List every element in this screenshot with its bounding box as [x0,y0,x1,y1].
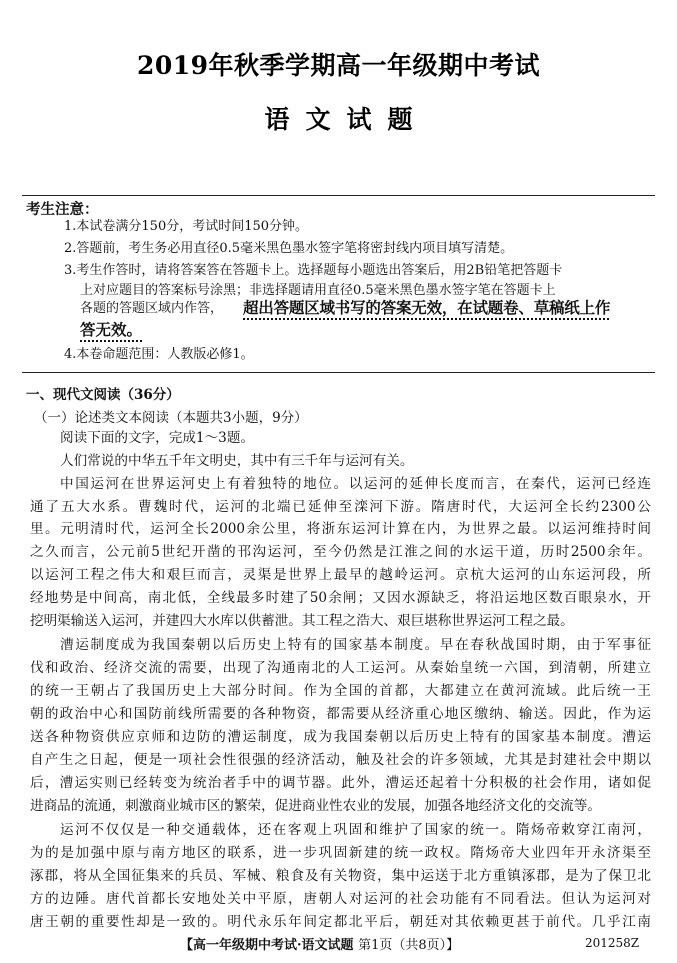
passage-line: 的统一王朝占了我国历史上大部分时间。作为全国的首都，大都建立在黄河流域。此后统一王 [30,683,651,699]
section-heading: 一、现代文阅读（36分） [26,387,180,403]
passage-line: 后，漕运实则已经转变为统治者手中的调节器。此外，漕运还起着十分积极的社会作用，诸如促 [30,775,651,791]
passage-line: 唐王朝的重要性却是一致的。明代永乐年间定都北平后，朝廷对其依赖更甚于前代。几乎江南 [30,914,651,930]
passage-line: 涿郡，将从全国征集来的兵员、军械、粮食及有关物资，集中运送于北方重镇涿郡，是为了保卫北 [30,868,651,884]
notice-emphasis-line-1: 超出答题区域书写的答案无效，在试题卷、草稿纸上作 [243,298,611,317]
notice-item-4: 4.本卷命题范围：人教版必修1。 [64,347,254,362]
subsection-heading: （一）论述类文本阅读（本题共3小题，9分） [34,410,308,426]
reading-instruction: 阅读下面的文字，完成1～3题。 [60,430,255,446]
exam-subject-title: 语文试题 [264,105,429,134]
passage-line: 漕运制度成为我国秦朝以后历史上特有的国家基本制度。早在春秋战国时期，由于军事征 [60,637,651,653]
passage-line: 为的是加强中原与南方地区的联系，进一步巩固新建的统一政权。隋炀帝大业四年开永济渠至 [30,845,651,861]
exam-code: 201258Z [585,936,640,950]
notice-item-2: 2.答题前，考生务必用直径0.5毫米黑色墨水签字笔将密封线内项目填写清楚。 [64,241,514,256]
passage-line: 经地势是中间高，南北低，全线最多时建了50余闸；又因水源缺乏，将沿运地区数百眼泉水，开 [30,590,651,606]
notice-bottom-rule [22,372,655,373]
notice-item-3: 3.考生作答时，请将答案答在答题卡上。选择题每小题选出答案后，用2B铅笔把答题卡 [64,263,563,278]
passage-line: 以运河工程之伟大和艰巨而言，灵渠是世界上最早的越岭运河。京杭大运河的山东运河段，所 [30,567,651,583]
notice-item-3-line-3: 各题的答题区域内作答， [80,301,224,316]
passage-line: 里。元明清时代，运河全长2000余公里，将浙东运河计算在内，为世界之最。以运河维持时间 [30,521,651,537]
passage-line: 伐和政治、经济交流的需要，出现了沟通南北的人工运河。从秦始皇统一六国，到清朝，所建立 [30,660,651,676]
passage-line: 运河不仅仅是一种交通载体，还在客观上巩固和维护了国家的统一。隋炀帝敕穿江南河， [60,822,651,838]
passage-line: 挖明渠输送入运河，并建四大水库以供蓄泄。其工程之浩大、艰巨堪称世界运河工程之最。 [30,613,574,629]
footer-label: 【高一年级期中考试·语文试题 [180,938,354,953]
notice-heading: 考生注意： [26,201,99,218]
passage-line: 之久而言，公元前5世纪开凿的邗沟运河，至今仍然是江淮之间的水运干道，历时2500余年。 [30,544,651,560]
notice-top-rule [22,195,655,196]
passage-line: 送各种物资供应京师和边防的漕运制度，成为我国秦朝以后历史上特有的国家基本制度。漕运 [30,729,651,745]
passage-line: 中国运河在世界运河史上有着独特的地位。以运河的延伸长度而言，在秦代，运河已经连 [60,476,651,492]
footer-page-number: 第1页（共8页）】 [358,938,460,953]
passage-line: 自产生之日起，便是一项社会性很强的经济活动，触及社会的许多领域，尤其是封建社会中期以 [30,752,651,768]
page-footer [180,934,459,953]
notice-item-1: 1.本试卷满分150分，考试时间150分钟。 [64,219,309,234]
notice-emphasis-line-2: 答无效。 [80,320,143,339]
passage-line: 朝的政治中心和国防前线所需要的各种物资，都需要从经济重心地区缴纳、输送。因此，作为运 [30,706,651,722]
passage-line: 方的边陲。唐代首都长安地处关中平原，唐朝人对运河的社会功能有不同看法。但认为运河对 [30,891,651,907]
passage-line: 进商品的流通，刺激商业城市区的繁荣，促进商业性农业的发展，加强各地经济文化的交流等。 [30,798,601,814]
notice-item-3-line-2: 上对应题目的答案标号涂黑；非选择题请用直径0.5毫米黑色墨水签字笔在答题卡上 [80,283,556,298]
passage-line: 通了五大水系。曹魏时代，运河的北端已延伸至滦河下游。隋唐时代，大运河全长约2300公 [30,499,651,515]
exam-title: 2019年秋季学期高一年级期中考试 [136,51,541,80]
passage-line: 人们常说的中华五千年文明史，其中有三千年与运河有关。 [60,453,414,469]
